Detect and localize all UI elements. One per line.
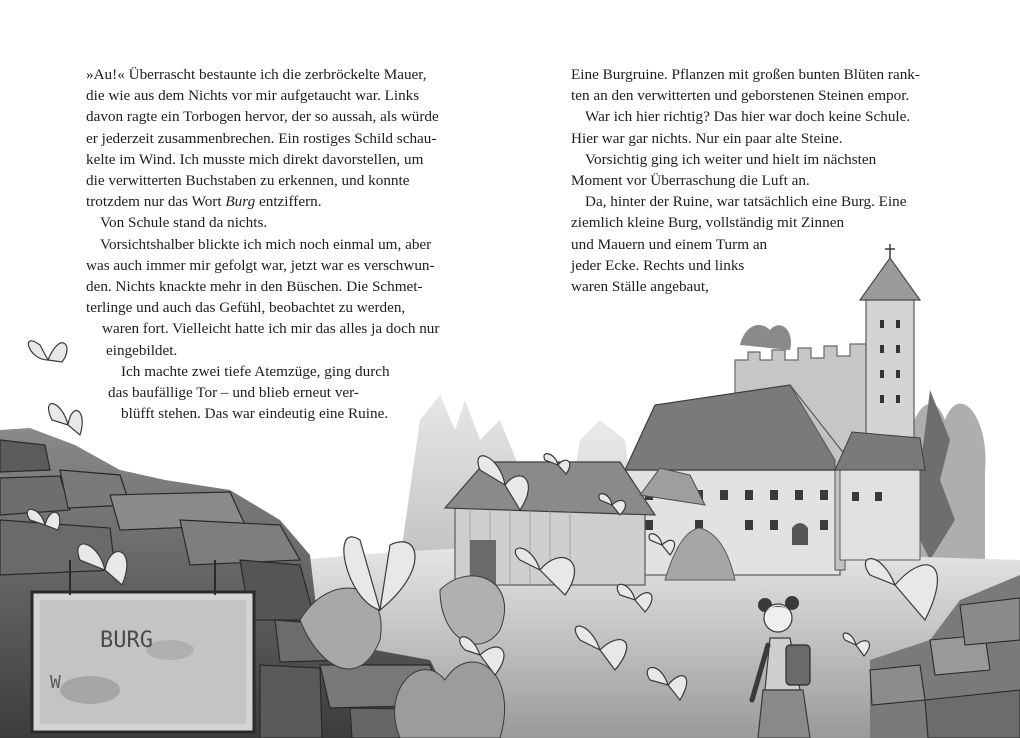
text-line: Da, hinter der Ruine, war tatsächlich eine Burg. Eine	[585, 193, 907, 211]
text-line: jeder Ecke. Rechts und links	[571, 256, 745, 274]
text-line: War ich hier richtig? Das hier war doch keine Schule.	[585, 108, 911, 126]
text-line: die verwitterten Buchstaben zu erkennen, und konnte	[86, 172, 410, 190]
text-line: die wie aus dem Nichts vor mir aufgetaucht war. Links	[86, 87, 420, 105]
text-segment: trotzdem nur das Wort	[86, 193, 226, 211]
text-line: eingebildet.	[106, 341, 178, 359]
text-line: waren fort. Vielleicht hatte ich mir das alles ja doch nur	[102, 320, 440, 338]
sign-text-burg: BURG	[100, 628, 153, 653]
text-line: Von Schule stand da nichts.	[100, 214, 268, 232]
text-line: Eine Burgruine. Pflanzen mit großen bunten Blüten rank-	[571, 66, 920, 83]
text-line: kelte im Wind. Ich musste mich direkt davorstellen, um	[86, 150, 424, 168]
text-line: Moment vor Überraschung die Luft an.	[571, 172, 810, 190]
text-line: ten an den verwitterten und geborstenen Steinen empor.	[571, 87, 910, 105]
text-line: »Au!« Überrascht bestaunte ich die zerbröckelte Mauer,	[86, 66, 427, 83]
butterfly-icon	[48, 404, 82, 435]
emphasis-burg: Burg	[225, 193, 256, 211]
text-line: er jederzeit zusammenbrechen. Ein rostiges Schild schau-	[86, 129, 437, 147]
text-line: waren Ställe angebaut,	[571, 278, 709, 296]
text-segment: entziffern.	[255, 193, 322, 211]
left-page-text	[86, 64, 458, 424]
backpack-icon	[786, 645, 810, 685]
text-line: Hier war gar nichts. Nur ein paar alte Steine.	[571, 129, 843, 147]
text-line: das baufällige Tor – und blieb erneut ver-	[108, 384, 359, 402]
butterfly-icon	[28, 341, 67, 362]
sign-text-faded: W	[50, 672, 61, 693]
text-line	[86, 191, 458, 212]
text-line: den. Nichts knackte mehr in den Büschen. Die Schmet-	[86, 278, 423, 296]
text-line: Vorsichtig ging ich weiter und hielt im nächsten	[585, 150, 877, 168]
text-line: davon ragte ein Torbogen hervor, der so aussah, als würde	[86, 108, 439, 126]
castle-side-building	[835, 432, 925, 560]
text-line: und Mauern und einem Turm an	[571, 235, 768, 253]
text-line: Ich machte zwei tiefe Atemzüge, ging durch	[121, 362, 390, 380]
text-line: blüfft stehen. Das war eindeutig eine Ruine.	[121, 405, 389, 423]
text-line: terlinge und auch das Gefühl, beobachtet zu werden,	[86, 299, 406, 317]
right-page-text	[571, 64, 951, 297]
text-line: ziemlich kleine Burg, vollständig mit Zinnen	[571, 214, 845, 232]
text-line: was auch immer mir gefolgt war, jetzt war es verschwun-	[86, 256, 435, 274]
text-line: Vorsichtshalber blickte ich mich noch einmal um, aber	[100, 235, 432, 253]
